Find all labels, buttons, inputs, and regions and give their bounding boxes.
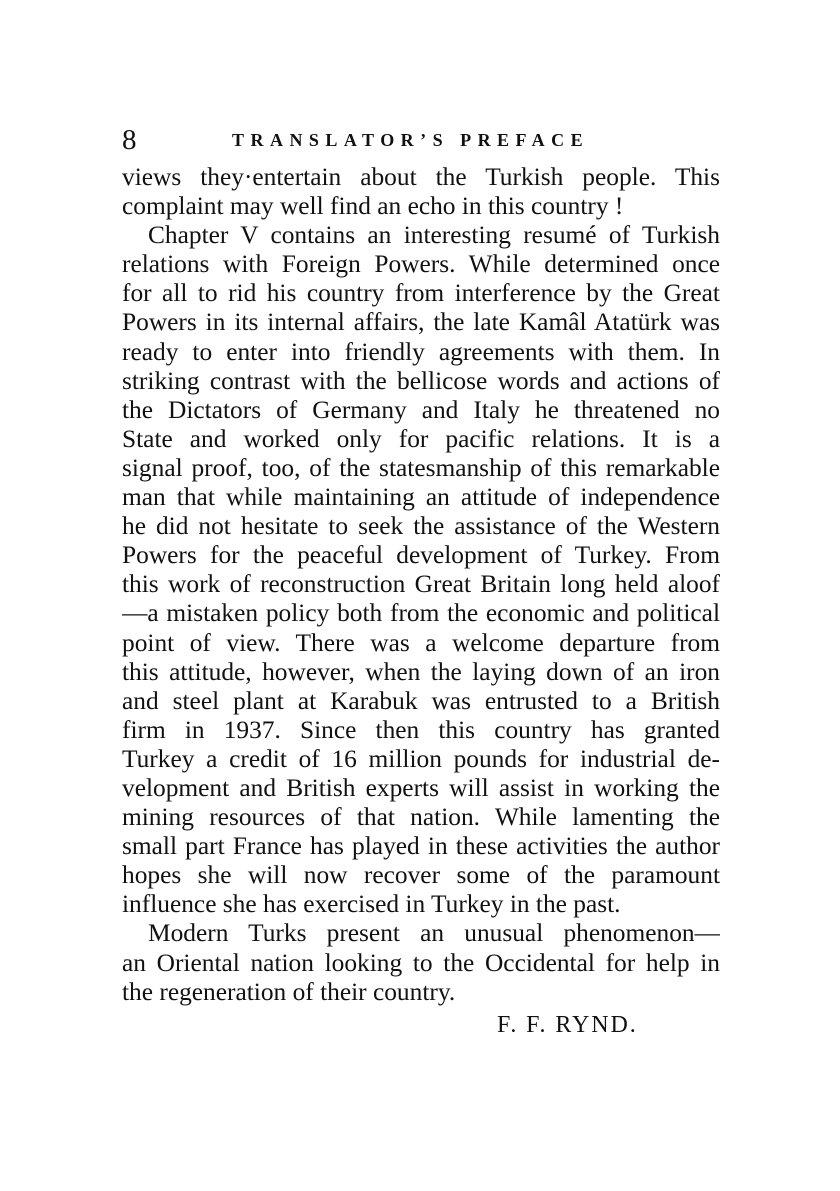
text-line: velopment and British experts will assist in working the (122, 773, 720, 802)
text-line: views they·entertain about the Turkish people. This (122, 163, 720, 191)
text-line: the regeneration of their country. (122, 977, 456, 1006)
running-head (122, 120, 722, 160)
text-line: point of view. There was a welcome departure from (122, 628, 720, 657)
text-line: Powers in its internal affairs, the late Kamâl Atatürk was (122, 308, 720, 337)
text-line: this attitude, however, when the laying down of an iron (122, 657, 720, 686)
text-line: an Oriental nation looking to the Occidental for help in (122, 948, 720, 977)
text-line: for all to rid his country from interference by the Great (122, 279, 720, 308)
text-line: and steel plant at Karabuk was entrusted to a British (122, 686, 720, 715)
text-line: —a mistaken policy both from the economic and political (122, 599, 720, 628)
text-line: man that while maintaining an attitude of independence (122, 483, 720, 512)
text-line: small part France has played in these activities the author (122, 832, 720, 861)
text-line: ready to enter into friendly agreements with them. In (122, 337, 720, 366)
text-line: State and worked only for pacific relations. It is a (122, 424, 720, 453)
signature: F. F. RYND. (497, 1012, 638, 1038)
text-line: influence she has exercised in Turkey in the past. (122, 890, 621, 919)
text-line: signal proof, too, of the statesmanship of this remarkable (122, 453, 720, 482)
text-line: Turkey a credit of 16 million pounds for industrial de- (122, 744, 720, 773)
preface-body (122, 163, 720, 1007)
text-line: Chapter V contains an interesting resumé of Turkish (148, 221, 720, 250)
text-line: he did not hesitate to seek the assistance of the Western (122, 512, 720, 541)
text-line: the Dictators of Germany and Italy he threatened no (122, 395, 720, 424)
text-line: relations with Foreign Powers. While determined once (122, 250, 720, 279)
text-line: Powers for the peaceful development of Turkey. From (122, 541, 720, 570)
text-line: complaint may well find an echo in this country ! (122, 192, 624, 221)
text-line: this work of reconstruction Great Britain long held aloof (122, 570, 720, 599)
text-line: Modern Turks present an unusual phenomenon— (148, 919, 720, 948)
text-line: hopes she will now recover some of the paramount (122, 861, 720, 890)
page-number: 8 (122, 124, 137, 156)
running-title: TRANSLATOR’S PREFACE (232, 130, 590, 150)
text-line: striking contrast with the bellicose words and actions of (122, 366, 720, 395)
text-line: mining resources of that nation. While lamenting the (122, 803, 720, 832)
text-line: firm in 1937. Since then this country has granted (122, 715, 720, 744)
